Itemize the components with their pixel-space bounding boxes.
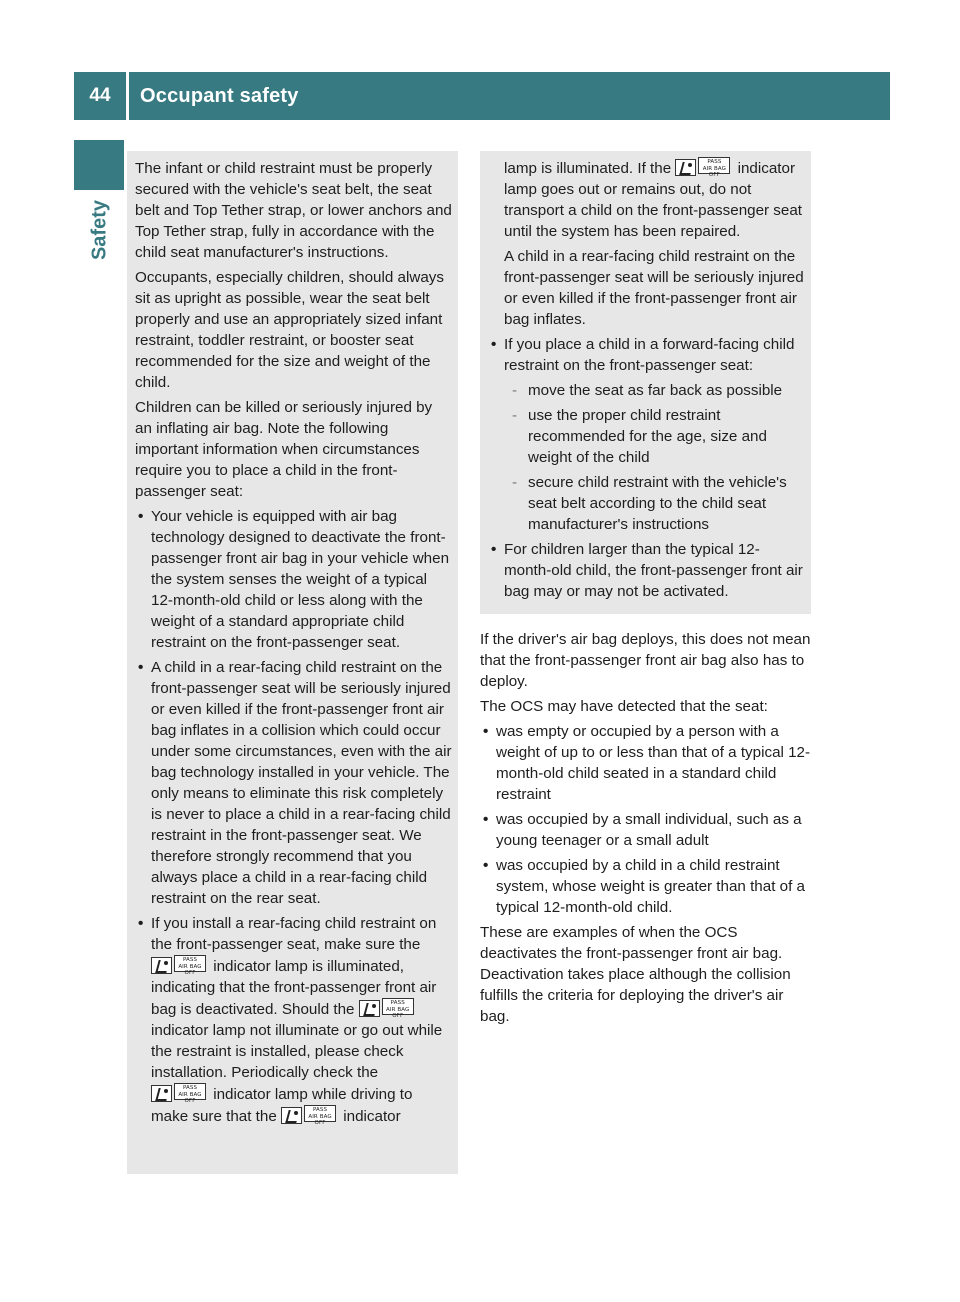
body-text xyxy=(480,629,812,1031)
bullet-item: • A child in a rear-facing child restraint on the front-passenger seat will be seriously injured or even killed if the front-passenger front air bag inflates in a collision which could occur under some circumstances, even with the air bag technology installed in your vehicle. The only means to eliminate this risk completely is never to place a child in a rear-facing child restraint in the front-passenger seat. We therefore strongly recommend that you always place a child in a rear-facing child restraint on the rear seat. xyxy=(135,657,452,909)
bullet-item: • was empty or occupied by a person with a weight of up to or less than that of a typical 12-month-old child seated in a standard child restraint xyxy=(480,721,812,805)
paragraph: Occupants, especially children, should always sit as upright as possible, wear the seat belt properly and use an appropriately sized infant restraint, toddler restraint, or booster seat recommended for the size and weight of the child. xyxy=(135,269,444,391)
continued-text: A child in a rear-facing child restraint on the front-passenger seat will be seriously injured or even killed if the front-passenger front air bag inflates. xyxy=(504,248,804,328)
child-seat-icon xyxy=(281,1107,302,1124)
page-header xyxy=(74,72,890,120)
bullet-text: indicator lamp not illuminate or go out while the restraint is installed, please check installation. Periodically check the xyxy=(151,1022,443,1081)
pass-airbag-off-icon: PASS AIR BAG OFF xyxy=(174,1083,206,1100)
pass-airbag-off-icon: PASS AIR BAG OFF xyxy=(174,955,206,972)
header-divider xyxy=(126,72,129,120)
bullet-item: • For children larger than the typical 12-month-old child, the front-passenger front air bag may or may not be activated. xyxy=(488,539,805,602)
bullet-text: indicator lamp while driving to make sure that the xyxy=(151,1086,413,1125)
bullet-item: • Your vehicle is equipped with air bag technology designed to deactivate the front-passenger front air bag in your vehicle when the system senses the weight of a typical 12-month-old child or less along with the weight of a standard appropriate child restraint on the front-passenger seat. xyxy=(135,506,452,653)
bullet-item: • If you place a child in a forward-facing child restraint on the front-passenger seat: xyxy=(488,334,805,376)
bullet-item: • was occupied by a child in a child restraint system, whose weight is greater than that of a typical 12-month-old child. xyxy=(480,855,812,918)
dash-item: - move the seat as far back as possible xyxy=(488,380,805,401)
child-seat-icon xyxy=(675,159,696,176)
pass-airbag-off-icon: PASS AIR BAG OFF xyxy=(382,998,414,1015)
paragraph: Children can be killed or seriously injured by an inflating air bag. Note the following important information when circumstances require you to place a child in the front-passenger seat: xyxy=(135,399,433,500)
warning-box-left xyxy=(127,151,458,1174)
child-seat-icon xyxy=(151,1085,172,1102)
child-seat-icon xyxy=(151,957,172,974)
section-tab-label: Safety xyxy=(88,200,111,261)
bullet-text: indicator lamp goes out or remains out, do not transport a child on the front-passenger seat until the system has been repaired. xyxy=(504,160,803,240)
paragraph: The OCS may have detected that the seat: xyxy=(480,698,768,715)
page-number: 44 xyxy=(89,85,111,106)
paragraph: If the driver's air bag deploys, this does not mean that the front-passenger front air bag also has to deploy. xyxy=(480,631,811,690)
paragraph: These are examples of when the OCS deactivates the front-passenger front air bag. Deactivation takes place although the collision fulfills the criteria for deploying the driver's air bag. xyxy=(480,924,791,1025)
warning-box-right xyxy=(480,151,811,614)
bullet-item xyxy=(135,913,452,1127)
pass-airbag-off-icon: PASS AIR BAG OFF xyxy=(304,1105,336,1122)
bullet-text: lamp is illuminated. If the xyxy=(504,160,672,177)
dash-item: - use the proper child restraint recommended for the age, size and weight of the child xyxy=(488,405,805,468)
child-seat-icon xyxy=(359,1000,380,1017)
pass-airbag-off-icon: PASS AIR BAG OFF xyxy=(698,157,730,174)
bullet-text: indicator lamp is illuminated, indicating that the front-passenger front air bag is deactivated. Should the xyxy=(151,958,437,1018)
bullet-item: • was occupied by a small individual, such as a young teenager or a small adult xyxy=(480,809,812,851)
continued-text xyxy=(488,157,805,242)
section-tab-block xyxy=(74,140,124,190)
paragraph: The infant or child restraint must be properly secured with the vehicle's seat belt, the seat belt and Top Tether strap, or lower anchors and Top Tether strap, fully in accordance with the child seat manufacturer's instructions. xyxy=(135,160,452,261)
dash-item: - secure child restraint with the vehicle's seat belt according to the child seat manufacturer's instructions xyxy=(488,472,805,535)
section-tab xyxy=(88,200,112,340)
bullet-text: indicator xyxy=(343,1108,401,1125)
page-title: Occupant safety xyxy=(140,84,299,107)
bullet-text: If you install a rear-facing child restraint on the front-passenger seat, make sure the xyxy=(151,915,437,953)
